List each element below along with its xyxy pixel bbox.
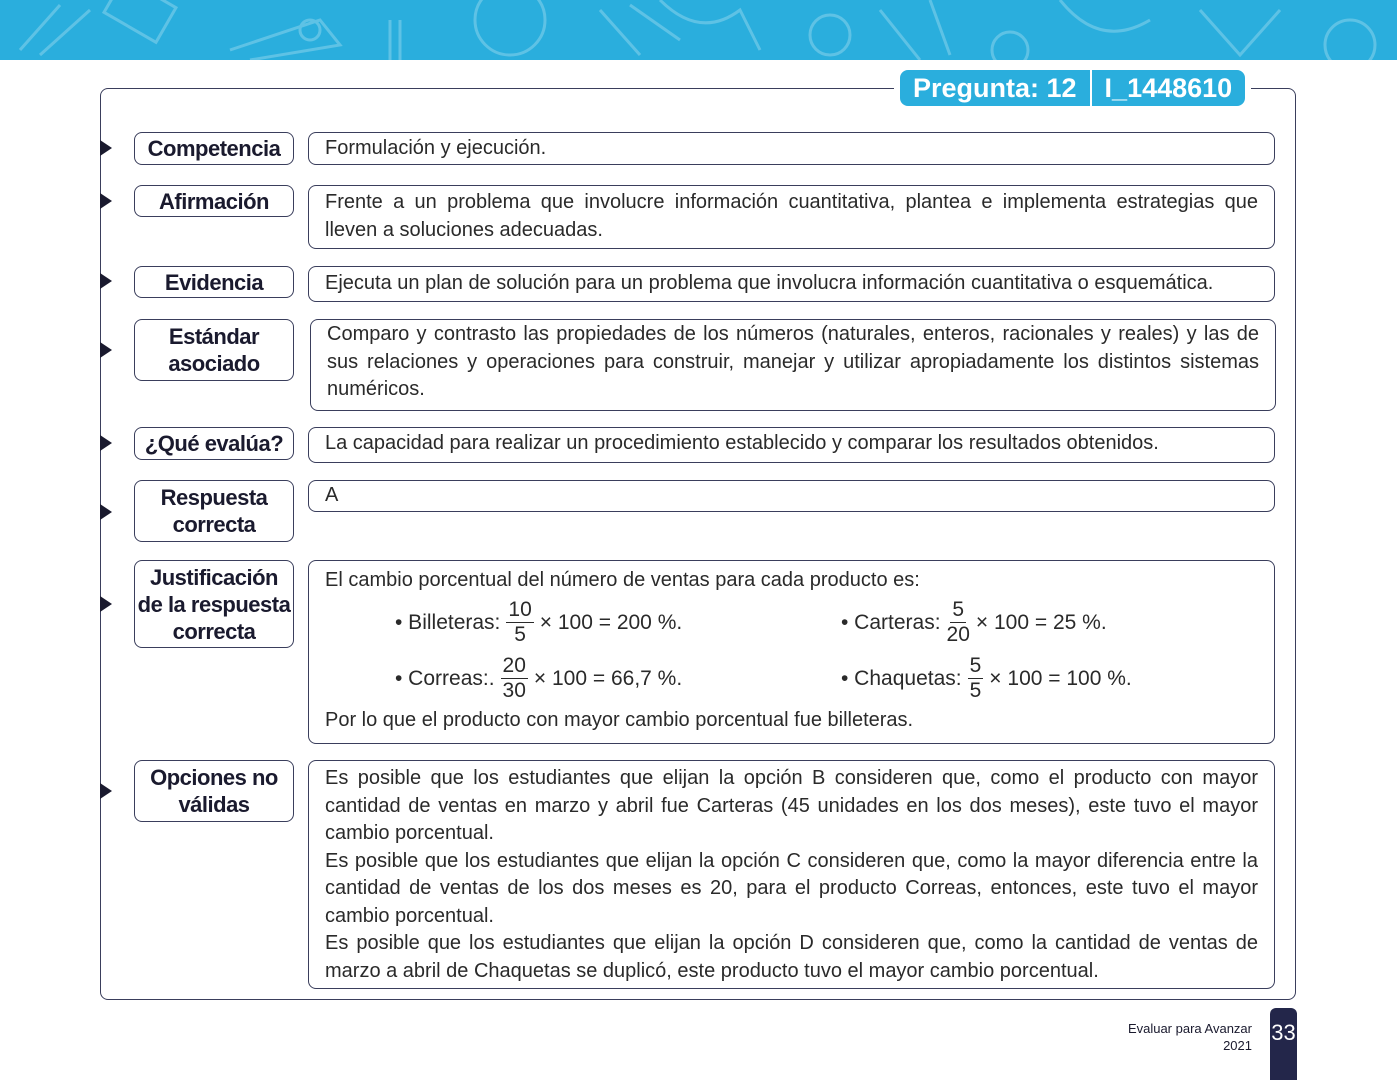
label-opciones <box>134 760 294 822</box>
top-banner <box>0 0 1397 60</box>
math-item-chaquetas <box>841 651 1132 707</box>
math-row <box>325 651 1258 707</box>
school-doodles-decoration <box>0 0 1397 60</box>
fraction <box>947 598 970 647</box>
denominator: 5 <box>969 679 982 702</box>
footer-year: 2021 <box>1223 1038 1252 1053</box>
box-opciones <box>308 760 1275 989</box>
label-text: Respuesta <box>160 485 268 510</box>
label-text: correcta <box>172 618 256 644</box>
footer-title: Evaluar para Avanzar <box>1127 1021 1252 1036</box>
calc-result: × 100 = 100 %. <box>989 666 1132 690</box>
respuesta-text: A <box>325 484 339 506</box>
row-arrow-icon <box>100 435 112 451</box>
row-arrow-icon <box>100 193 112 209</box>
question-code: I_1448610 <box>1104 73 1233 103</box>
label-text: ¿Qué evalúa? <box>144 431 284 456</box>
label-competencia <box>134 132 294 165</box>
justificacion-intro: El cambio porcentual del número de ventas para cada producto es: <box>325 569 920 591</box>
label-estandar <box>134 319 294 381</box>
row-arrow-icon <box>100 140 112 156</box>
product-name: • Correas:. <box>395 666 495 690</box>
row-arrow-icon <box>100 783 112 799</box>
opcion-d-text: Es posible que los estudiantes que elijan la opción D consideren que, como la cantidad de ventas de marzo a abril de Chaquetas se duplicó, este producto tuvo el mayor cambio porcentual. <box>325 932 1258 982</box>
box-que-evalua <box>308 427 1275 463</box>
row-arrow-icon <box>100 504 112 520</box>
denominator: 20 <box>946 623 970 646</box>
fraction <box>506 598 533 647</box>
question-number: Pregunta: 12 <box>913 73 1077 103</box>
label-text: de la respuesta <box>137 591 291 617</box>
label-text: Opciones no <box>150 765 278 790</box>
label-respuesta <box>134 480 294 542</box>
opcion-c-text: Es posible que los estudiantes que elijan la opción C consideren que, como la mayor diferencia entre la cantidad de ventas de los dos meses es 20, para el producto Correas, entonces, este tuvo el mayor cambio porcentual. <box>325 849 1258 927</box>
product-name: • Carteras: <box>841 610 941 634</box>
question-badge <box>900 70 1245 106</box>
que-evalua-text: La capacidad para realizar un procedimiento establecido y comparar los resultados obtenidos. <box>325 432 1159 454</box>
numerator: 5 <box>969 654 982 677</box>
evidencia-text: Ejecuta un plan de solución para un problema que involucra información cuantitativa o esquemática. <box>325 272 1214 294</box>
calc-result: × 100 = 200 %. <box>539 610 683 634</box>
label-justificacion <box>134 560 294 648</box>
calc-result: × 100 = 25 %. <box>975 610 1107 634</box>
math-row <box>325 595 1258 651</box>
label-que-evalua <box>134 427 294 460</box>
denominator: 30 <box>502 679 526 702</box>
box-afirmacion <box>308 185 1275 249</box>
calc-result: × 100 = 66,7 %. <box>533 666 683 690</box>
afirmacion-text: Frente a un problema que involucre información cuantitativa, plantea e implementa estrategias que lleven a soluciones adecuadas. <box>325 191 1258 241</box>
label-text: correcta <box>172 512 256 537</box>
label-text: válidas <box>178 792 250 817</box>
product-name: • Chaquetas: <box>841 666 962 690</box>
opcion-b-text: Es posible que los estudiantes que elijan la opción B consideren que, como el producto con mayor cantidad de ventas en marzo y abril fue Carteras (45 unidades en los dos meses), este tuvo el mayor cambio porcentual. <box>325 767 1258 844</box>
page-number: 33 <box>1270 1008 1297 1080</box>
label-evidencia <box>134 266 294 298</box>
label-text: Afirmación <box>159 188 269 214</box>
fraction <box>501 654 528 703</box>
math-item-billeteras <box>395 595 682 651</box>
label-text: asociado <box>168 351 260 376</box>
box-competencia <box>308 132 1275 165</box>
numerator: 5 <box>952 598 965 621</box>
row-arrow-icon <box>100 273 112 289</box>
numerator: 20 <box>502 654 526 677</box>
row-arrow-icon <box>100 596 112 612</box>
numerator: 10 <box>508 598 532 621</box>
math-item-carteras <box>841 595 1107 651</box>
denominator: 5 <box>514 623 526 646</box>
math-item-correas <box>395 651 682 707</box>
label-text: Estándar <box>168 324 260 349</box>
box-respuesta <box>308 480 1275 512</box>
fraction <box>968 654 984 703</box>
box-estandar <box>310 319 1276 411</box>
label-text: Justificación <box>150 564 278 590</box>
product-name: • Billeteras: <box>395 610 501 634</box>
justificacion-conclusion: Por lo que el producto con mayor cambio porcentual fue billeteras. <box>325 708 914 731</box>
label-text: Evidencia <box>164 269 264 295</box>
box-justificacion <box>308 560 1275 744</box>
footer <box>1128 1020 1252 1054</box>
label-afirmacion <box>134 185 294 217</box>
label-text: Competencia <box>147 136 281 161</box>
competencia-text: Formulación y ejecución. <box>325 137 547 159</box>
row-arrow-icon <box>100 342 112 358</box>
estandar-text: Comparo y contrasto las propiedades de los números (naturales, enteros, racionales y reales) y las de sus relaciones y operaciones para construir, manejar y utilizar apropiadamente los distintos sistemas numéricos. <box>327 323 1259 400</box>
box-evidencia <box>308 266 1275 302</box>
